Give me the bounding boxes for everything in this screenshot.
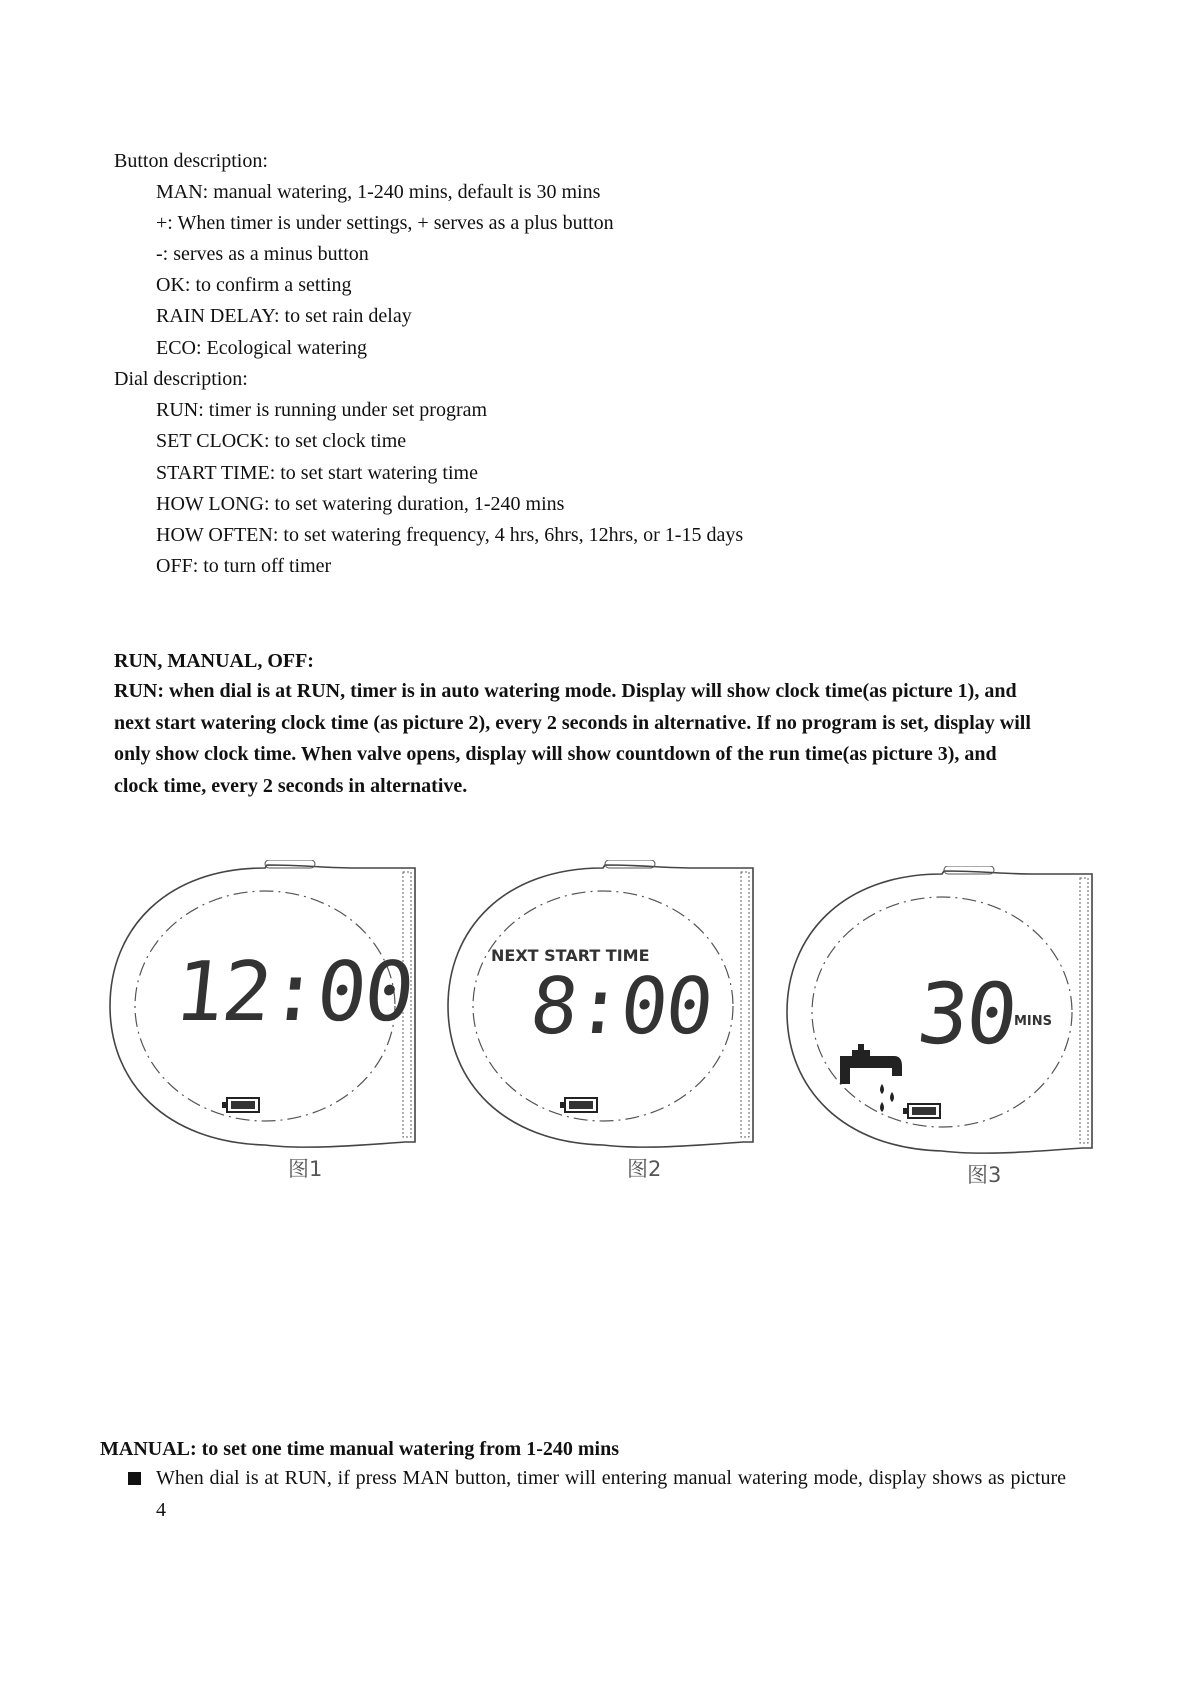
lcd-mins-unit: MINS: [1014, 1014, 1053, 1029]
manual-section-heading: MANUAL: to set one time manual watering from 1-240 mins: [100, 1438, 620, 1460]
button-item-rain-delay: RAIN DELAY: to set rain delay: [156, 305, 412, 327]
figure-1-caption: 图1: [288, 1157, 323, 1181]
battery-icon: [222, 1098, 259, 1112]
dial-item-start-time: START TIME: to set start watering time: [156, 462, 478, 484]
lcd-next-start-label: NEXT START TIME: [491, 946, 650, 965]
button-item-man: MAN: manual watering, 1-240 mins, default is 30 mins: [156, 181, 601, 203]
figure-3-caption: 图3: [967, 1163, 1002, 1187]
battery-icon: [903, 1104, 940, 1118]
button-item-minus: -: serves as a minus button: [156, 243, 369, 265]
button-item-plus: +: When timer is under settings, + serves as a plus button: [156, 212, 614, 234]
bullet-square-icon: [128, 1472, 141, 1485]
dial-item-set-clock: SET CLOCK: to set clock time: [156, 430, 407, 452]
run-section-heading: RUN, MANUAL, OFF:: [114, 650, 314, 672]
dial-item-run: RUN: timer is running under set program: [156, 399, 488, 421]
lcd-figure-2: [443, 860, 763, 1150]
lcd-figure-1: [105, 860, 425, 1150]
dial-item-how-long: HOW LONG: to set watering duration, 1-240 mins: [156, 493, 565, 515]
lcd-figure-3: [782, 866, 1102, 1156]
dial-item-off: OFF: to turn off timer: [156, 555, 332, 577]
button-item-ok: OK: to confirm a setting: [156, 274, 352, 296]
button-description-heading: Button description:: [114, 150, 268, 172]
button-item-eco: ECO: Ecological watering: [156, 337, 368, 359]
run-section-paragraph: RUN: when dial is at RUN, timer is in auto watering mode. Display will show clock time(as picture 1), and next start watering clock time (as picture 2), every 2 seconds in alternative. If no program is set, display will only show clock time. When valve opens, display will show countdown of the run time(as picture 3), and clock time, every 2 seconds in alternative.: [114, 680, 1031, 797]
lcd-clock-time: 12:00: [170, 945, 417, 1040]
lcd-next-start-time: 8:00: [526, 962, 716, 1052]
lcd-countdown-value: 30: [912, 965, 1021, 1063]
water-tap-icon: [840, 1044, 902, 1112]
battery-icon: [560, 1098, 597, 1112]
figure-2-caption: 图2: [627, 1157, 662, 1181]
dial-item-how-often: HOW OFTEN: to set watering frequency, 4 hrs, 6hrs, 12hrs, or 1-15 days: [156, 524, 744, 546]
dial-description-heading: Dial description:: [114, 368, 248, 390]
manual-bullet-text: When dial is at RUN, if press MAN button, timer will entering manual watering mode, display shows as picture 4: [156, 1467, 1066, 1521]
